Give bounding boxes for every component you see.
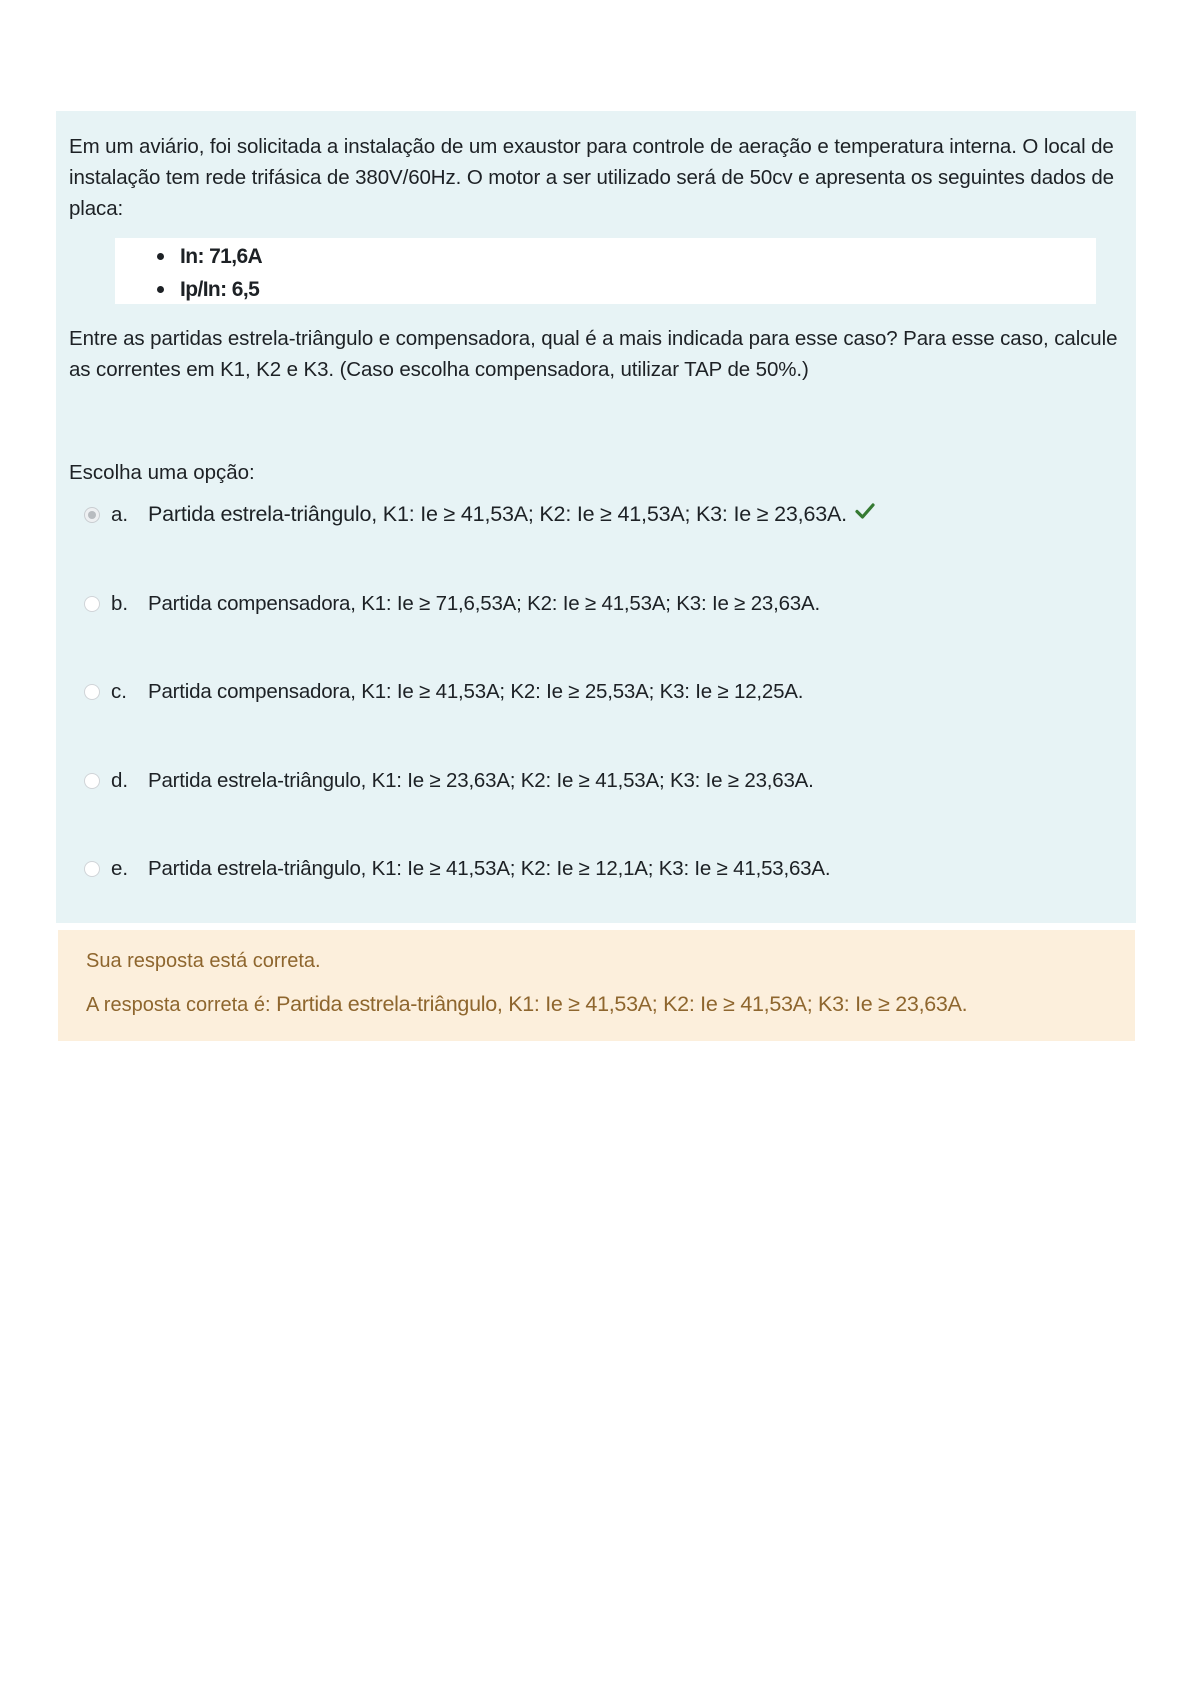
- answer-label: Partida estrela-triângulo, K1: Ie ≥ 41,53A; K2: Ie ≥ 41,53A; K3: Ie ≥ 23,63A.: [148, 499, 875, 531]
- choose-option-prompt: Escolha uma opção:: [69, 461, 255, 484]
- question-body: Entre as partidas estrela-triângulo e compensadora, qual é a mais indicada para esse caso? Para esse caso, calcule as correntes em K1, K2 e K3. (Caso escolha compensadora, utilizar TAP de 50%.): [69, 327, 1118, 381]
- answer-letter: b.: [111, 591, 129, 615]
- feedback-status: Sua resposta está correta.: [86, 950, 321, 972]
- answer-label: Partida compensadora, K1: Ie ≥ 41,53A; K2: Ie ≥ 25,53A; K3: Ie ≥ 12,25A.: [148, 680, 804, 703]
- radio-button[interactable]: [84, 507, 100, 523]
- answer-letter: d.: [111, 768, 129, 792]
- plate-data-list: [155, 240, 1096, 306]
- radio-button[interactable]: [84, 861, 100, 877]
- answer-option-b[interactable]: [69, 588, 1123, 677]
- feedback-panel: [58, 930, 1135, 1041]
- bullet-icon: [157, 253, 164, 260]
- answer-letter: a.: [111, 503, 129, 526]
- answer-option-a[interactable]: [69, 499, 1123, 588]
- feedback-correct-answer: [86, 989, 1107, 1020]
- answer-letter: c.: [111, 680, 127, 703]
- radio-button[interactable]: [84, 596, 100, 612]
- radio-button[interactable]: [84, 773, 100, 789]
- plate-data-box: [115, 238, 1096, 304]
- answer-option-c[interactable]: [69, 676, 1123, 765]
- answer-list: [69, 499, 1123, 942]
- bullet-icon: [157, 286, 164, 293]
- answer-letter: e.: [111, 857, 129, 880]
- radio-button[interactable]: [84, 684, 100, 700]
- correct-answer-prefix: A resposta correta é:: [86, 994, 277, 1016]
- answer-label: Partida estrela-triângulo, K1: Ie ≥ 41,53A; K2: Ie ≥ 12,1A; K3: Ie ≥ 41,53,63A.: [148, 857, 831, 880]
- answer-label: Partida estrela-triângulo, K1: Ie ≥ 23,63A; K2: Ie ≥ 41,53A; K3: Ie ≥ 23,63A.: [148, 768, 814, 792]
- check-icon: [855, 498, 875, 529]
- question-panel: [56, 111, 1136, 923]
- plate-data-item: In: 71,6A: [155, 240, 1096, 273]
- question-intro: Em um aviário, foi solicitada a instalação de um exaustor para controle de aeração e temperatura interna. O local de instalação tem rede trifásica de 380V/60Hz. O motor a ser utilizado será de 50cv e apresenta os seguintes dados de placa:: [69, 135, 1114, 220]
- correct-answer-text: Partida estrela-triângulo, K1: Ie ≥ 41,53A; K2: Ie ≥ 41,53A; K3: Ie ≥ 23,63A.: [276, 992, 968, 1016]
- plate-data-item: Ip/In: 6,5: [155, 273, 1096, 306]
- answer-option-e[interactable]: [69, 853, 1123, 942]
- answer-label: Partida compensadora, K1: Ie ≥ 71,6,53A; K2: Ie ≥ 41,53A; K3: Ie ≥ 23,63A.: [148, 591, 820, 615]
- answer-option-d[interactable]: [69, 765, 1123, 854]
